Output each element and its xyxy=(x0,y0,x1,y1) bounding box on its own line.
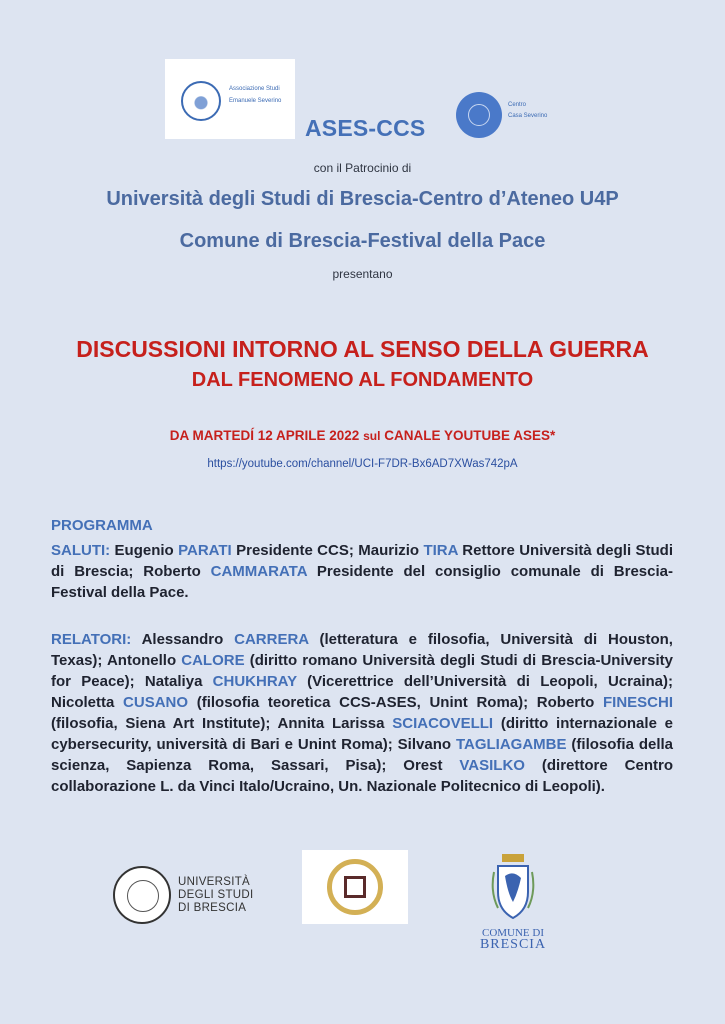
ases-logo-line-2: Emanuele Severino xyxy=(229,98,282,104)
org-title: ASES-CCS xyxy=(305,115,426,141)
speaker-surname: TAGLIAGAMBE xyxy=(455,736,567,753)
saluti-text: Eugenio xyxy=(110,542,179,559)
brescia-line-2: BRESCIA xyxy=(479,937,547,952)
event-date-start: DA MARTEDÍ 12 APRILE 2022 xyxy=(169,428,360,443)
relatori-label: RELATORI: xyxy=(51,631,132,648)
event-date xyxy=(0,428,725,443)
event-date-channel: CANALE YOUTUBE ASES* xyxy=(384,428,556,443)
speaker-surname: VASILKO xyxy=(459,757,525,774)
brescia-logo-text xyxy=(470,927,556,951)
event-subtitle: DAL FENOMENO AL FONDAMENTO xyxy=(191,369,534,391)
ccs-logo-line-1: Centro xyxy=(508,102,527,108)
speaker-surname: CARRERA xyxy=(234,631,309,648)
relatori-text: (Vicerettrice dell’Università di Leopoli, Ucraina); Nicoletta xyxy=(51,673,673,711)
programma-label: PROGRAMMA xyxy=(51,517,153,534)
saluti-paragraph xyxy=(51,540,673,603)
relatori-paragraph xyxy=(51,629,673,797)
unibs-logo-text xyxy=(178,876,254,915)
speaker-surname: FINESCHI xyxy=(603,694,674,711)
unibs-line-1: UNIVERSITÀ xyxy=(178,876,251,888)
speaker-surname: TIRA xyxy=(423,542,458,559)
university-name: Università degli Studi di Brescia-Centro d’Ateneo U4P xyxy=(106,188,619,210)
relatori-text: (filosofia teoretica CCS-ASES, Unint Roma); Roberto xyxy=(188,694,603,711)
presentano-text: presentano xyxy=(332,267,393,281)
relatori-text: (filosofia, Siena Art Institute); Annita Larissa xyxy=(51,715,393,732)
brescia-line-1: COMUNE DI xyxy=(481,927,545,939)
event-date-connector: sul xyxy=(363,429,381,443)
relatori-text: (letteratura e filosofia, Università di Houston, Texas); Antonello xyxy=(51,631,673,669)
unibs-seal-icon xyxy=(113,866,171,924)
unibs-line-3: DI BRESCIA xyxy=(178,902,247,914)
ases-logo-line-1: Associazione Studi xyxy=(229,86,280,92)
speaker-surname: SCIACOVELLI xyxy=(392,715,494,732)
ccs-logo-line-2: Casa Severino xyxy=(508,113,548,119)
unint-logo xyxy=(302,850,408,924)
relatori-text: (direttore Centro collaborazione L. da Vinci Italo/Ucraino, Un. Nazionale Politecnico di Leopoli). xyxy=(51,757,673,795)
brescia-crest-icon xyxy=(488,852,538,924)
speaker-surname: CALORE xyxy=(181,652,245,669)
speaker-surname: CHUKHRAY xyxy=(212,673,297,690)
ccs-logo-icon xyxy=(456,92,502,138)
speaker-surname: CAMMARATA xyxy=(210,563,308,580)
saluti-text: Presidente del consiglio comunale di Brescia-Festival della Pace. xyxy=(51,563,673,601)
ases-logo xyxy=(165,59,295,139)
ccs-logo-text xyxy=(508,100,547,122)
speaker-surname: CUSANO xyxy=(123,694,189,711)
event-title: DISCUSSIONI INTORNO AL SENSO DELLA GUERRA xyxy=(76,336,649,362)
youtube-link[interactable]: https://youtube.com/channel/UCI-F7DR-Bx6AD7XWas742pA xyxy=(207,458,518,470)
relatori-text: (diritto internazionale e cybersecurity, università di Bari e Unint Roma); Silvano xyxy=(51,715,673,753)
saluti-text: Presidente CCS; Maurizio xyxy=(231,542,424,559)
saluti-text: Rettore Università degli Studi di Brescia; Roberto xyxy=(51,542,673,580)
relatori-text: Alessandro xyxy=(131,631,235,648)
ases-emblem-icon xyxy=(181,81,221,121)
unint-seal-icon xyxy=(327,859,383,915)
comune-name: Comune di Brescia-Festival della Pace xyxy=(179,230,546,252)
unibs-line-2: DEGLI STUDI xyxy=(178,889,254,901)
patronage-text: con il Patrocinio di xyxy=(313,161,412,175)
relatori-text: (diritto romano Università degli Studi di Brescia-University for Peace); Nataliya xyxy=(51,652,673,690)
speaker-surname: PARATI xyxy=(178,542,232,559)
relatori-text: (filosofia della scienza, Sapienza Roma, Sassari, Pisa); Orest xyxy=(51,736,673,774)
saluti-label: SALUTI: xyxy=(51,542,111,559)
